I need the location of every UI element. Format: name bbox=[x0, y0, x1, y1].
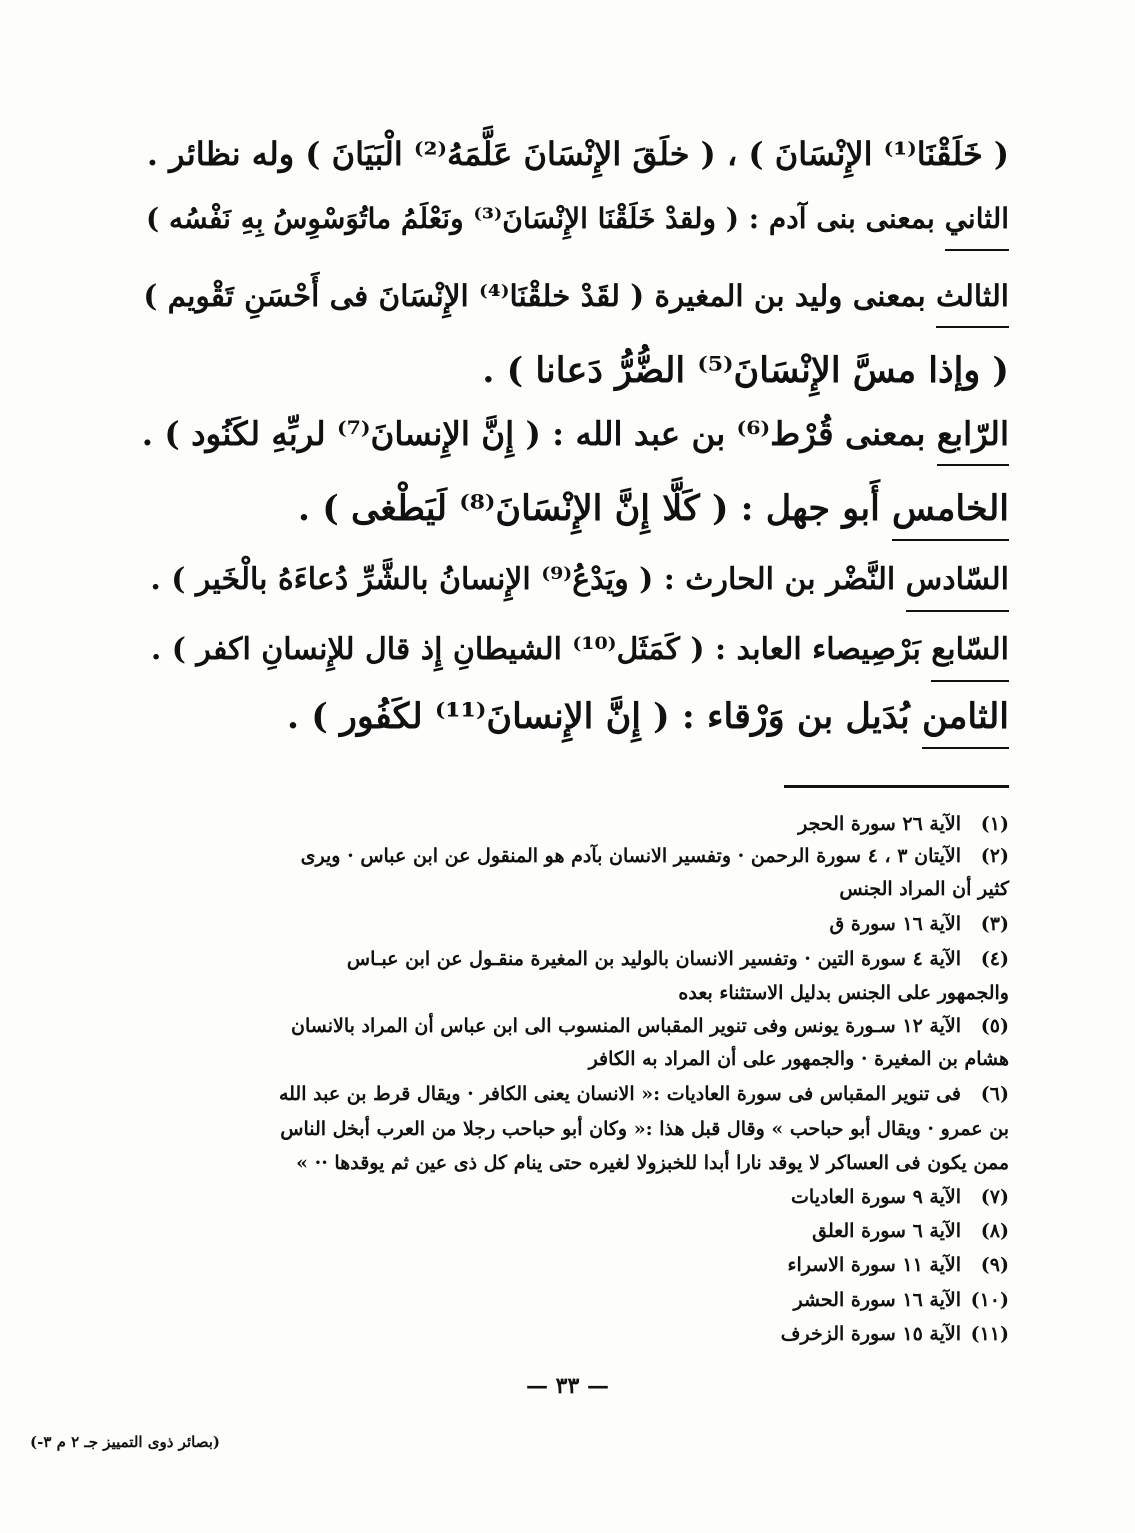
line-3-text: بمعنى وليد بن المغيرة ( لقَدْ خلقْنَا⁽⁴⁾ الإِنْسَانَ فى أَحْسَنِ تَقْويم ) bbox=[143, 278, 936, 313]
text-line-8 bbox=[139, 626, 1009, 682]
underlined-heading-fifth: الخامس bbox=[892, 485, 1009, 541]
footnote-text: الآية ١١ سورة الاسراء bbox=[787, 1254, 961, 1276]
line-4-text: ( وإذا مسَّ الإِنْسَانَ⁽⁵⁾ الضُّرُّ دَعانا ) . bbox=[482, 350, 1009, 391]
footnote-text: بن عمرو · ويقال أبو حباحب » وقال قبل هذا :« وكان أبو حباحب رجلا من العرب أبخل الناس bbox=[280, 1118, 1009, 1140]
footnote-text: والجمهور على الجنس بدليل الاستثناء بعده bbox=[678, 982, 1009, 1004]
line-7-text: النَّضْر بن الحارث : ( ويَدْعُ⁽⁹⁾ الإِنسانُ بالشَّرِّ دُعاءَهُ بالْخَير ) . bbox=[150, 562, 906, 597]
footnote-number: (١٠) bbox=[970, 1289, 1009, 1311]
footnote-text: الآية ١٢ سـورة يونس وفى تنوير المقباس المنسوب الى ابن عباس أن المراد بالانسان bbox=[291, 1015, 961, 1037]
footnote-number: (١) bbox=[980, 813, 1009, 835]
footnote-6 bbox=[159, 1081, 1009, 1108]
line-8-text: بَرْصِيصاء العابد : ( كَمَثَل⁽¹⁰⁾ الشيطانِ إِذ قال للإِنسانِ اكفر ) . bbox=[150, 632, 932, 667]
footnote-5-continued bbox=[159, 1046, 1009, 1073]
footnote-number: (٨) bbox=[980, 1220, 1009, 1242]
footnote-text: ممن يكون فى العساكر لا يوقد نارا أبدا للخبزولا لغيره حتى ينام كل ذى عين ثم يوقدها ·· » bbox=[296, 1152, 1009, 1174]
footnote-text: الآية ٦ سورة العلق bbox=[812, 1220, 961, 1242]
footnote-7 bbox=[159, 1184, 1009, 1211]
footnote-text: الآية ٩ سورة العاديات bbox=[791, 1186, 961, 1208]
footnote-11 bbox=[159, 1321, 1009, 1348]
line-6-text: أَبو جهل : ( كَلَّا إِنَّ الإِنْسَانَ⁽⁸⁾ لَيَطْغى ) . bbox=[297, 488, 892, 529]
footnote-number: (٦) bbox=[980, 1083, 1009, 1105]
footnote-text: الآية ١٦ سورة الحشر bbox=[793, 1289, 961, 1311]
footnote-number: (٣) bbox=[980, 913, 1009, 935]
footnote-number: (٧) bbox=[980, 1186, 1009, 1208]
underlined-heading-sixth: السّادس bbox=[906, 556, 1009, 612]
underlined-heading-second: الثاني bbox=[945, 195, 1009, 251]
footnote-number: (٥) bbox=[980, 1015, 1009, 1037]
footnote-6-continued-1 bbox=[159, 1116, 1009, 1143]
line-9-text: بُدَيل بن وَرْقاء : ( إِنَّ الإِنسانَ⁽¹¹⁾ لكَفُور ) . bbox=[286, 696, 922, 737]
line-1-text: ( خَلَقْنَا⁽¹⁾ الإِنْسَانَ ) ، ( خلَقَ الإِنْسَانَ عَلَّمَهُ⁽²⁾ الْبَيَانَ ) وله نظائر . bbox=[146, 135, 1009, 173]
underlined-heading-seventh: السّابع bbox=[931, 626, 1009, 682]
footnote-3 bbox=[159, 911, 1009, 938]
text-line-6 bbox=[139, 485, 1009, 541]
footnote-number: (٢) bbox=[980, 845, 1009, 867]
text-line-5 bbox=[139, 410, 1009, 466]
footnote-4-continued bbox=[159, 980, 1009, 1007]
footnote-text: الآية ١٥ سورة الزخرف bbox=[780, 1323, 961, 1345]
text-line-1 bbox=[139, 130, 1009, 178]
footnote-2 bbox=[159, 843, 1009, 870]
text-line-3 bbox=[139, 272, 1009, 328]
underlined-heading-third: الثالث bbox=[936, 272, 1009, 328]
text-line-2 bbox=[139, 195, 1009, 251]
footnote-number: (٩) bbox=[980, 1254, 1009, 1276]
underlined-heading-fourth: الرّابع bbox=[937, 410, 1009, 466]
page-number: — ٣٣ — bbox=[526, 1373, 609, 1399]
footnote-separator bbox=[784, 785, 1009, 788]
footnote-text: الآية ١٦ سورة ق bbox=[829, 913, 961, 935]
footnote-number: (١١) bbox=[970, 1323, 1009, 1345]
footnote-text: فى تنوير المقباس فى سورة العاديات :« الانسان يعنى الكافر · ويقال قرط بن عبد الله bbox=[278, 1083, 961, 1105]
footnote-9 bbox=[159, 1252, 1009, 1279]
footnote-8 bbox=[159, 1218, 1009, 1245]
footnote-6-continued-2 bbox=[159, 1150, 1009, 1177]
footnote-text: كثير أن المراد الجنس bbox=[839, 878, 1009, 900]
footnote-2-continued bbox=[159, 876, 1009, 903]
footnote-5 bbox=[159, 1013, 1009, 1040]
footnote-number: (٤) bbox=[980, 948, 1009, 970]
line-5-text: بمعنى قُرْط⁽⁶⁾ بن عبد الله : ( إِنَّ الإِنسانَ⁽⁷⁾ لربِّهِ لكَنُود ) . bbox=[141, 414, 937, 453]
text-line-4 bbox=[139, 347, 1009, 395]
footnote-text: الآية ٢٦ سورة الحجر bbox=[798, 813, 961, 835]
footnote-10 bbox=[159, 1287, 1009, 1314]
footnote-4 bbox=[159, 946, 1009, 973]
footnote-text: الآية ٤ سورة التين · وتفسير الانسان بالوليد بن المغيرة منقـول عن ابن عبـاس bbox=[346, 948, 961, 970]
footnote-1 bbox=[159, 811, 1009, 838]
text-line-7 bbox=[139, 556, 1009, 612]
text-line-9 bbox=[139, 693, 1009, 749]
footnote-text: هشام بن المغيرة · والجمهور على أن المراد به الكافر bbox=[588, 1048, 1009, 1070]
line-2-text: بمعنى بنى آدم : ( ولقدْ خَلَقْنَا الإِنْسَانَ⁽³⁾ ونَعْلَمُ ماتُوَسْوِسُ بِهِ نَفْسُه ) bbox=[146, 202, 945, 235]
footnote-text: الآيتان ٣ ، ٤ سورة الرحمن · وتفسير الانسان بآدم هو المنقول عن ابن عباس · ويرى bbox=[300, 845, 961, 867]
footer-signature-note: (بصائر ذوى التمييز جـ ٢ م ٣-) bbox=[30, 1433, 220, 1451]
underlined-heading-eighth: الثامن bbox=[922, 693, 1009, 749]
